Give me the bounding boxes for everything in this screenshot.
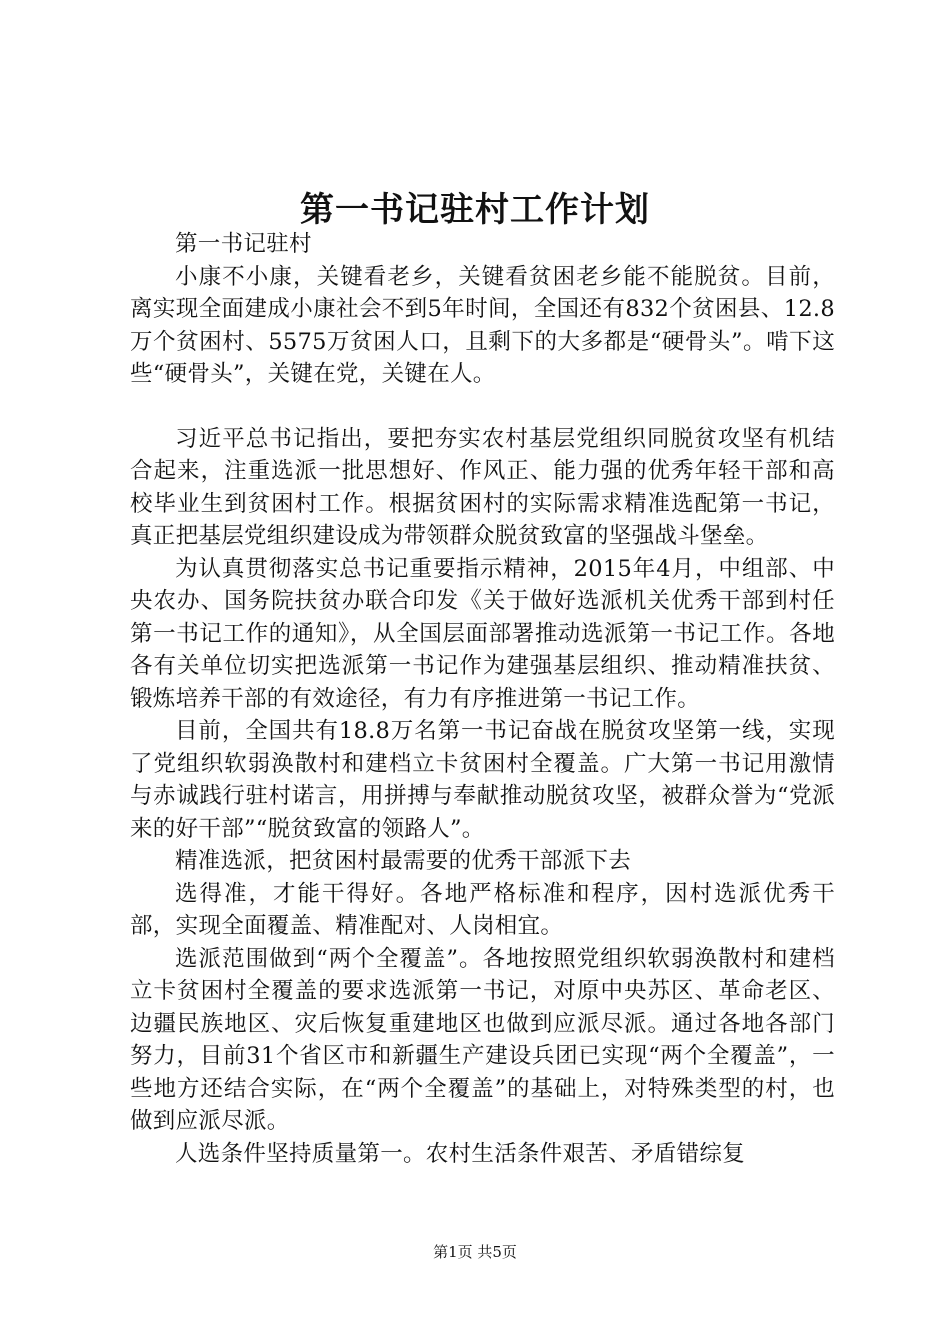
paragraph: 选得准，才能干得好。各地严格标准和程序，因村选派优秀干部，实现全面覆盖、精准配对、人岗相宜。 [130, 880, 835, 939]
paragraph: 为认真贯彻落实总书记重要指示精神，2015年4月，中组部、中央农办、国务院扶贫办联合印发《关于做好选派机关优秀干部到村任第一书记工作的通知》，从全国层面部署推动选派第一书记工作。各地各有关单位切实把选派第一书记作为建强基层组织、推动精准扶贫、锻炼培养干部的有效途径，有力有序推进第一书记工作。 [130, 555, 835, 712]
page-number-footer: 第1页 共5页 [433, 1243, 517, 1261]
paragraph: 人选条件坚持质量第一。农村生活条件艰苦、矛盾错综复 [175, 1140, 746, 1167]
paragraph-subheading: 精准选派，把贫困村最需要的优秀干部派下去 [175, 848, 632, 874]
paragraph-subheading: 第一书记驻村 [175, 231, 312, 257]
paragraph: 习近平总书记指出，要把夯实农村基层党组织同脱贫攻坚有机结合起来，注重选派一批思想好、作风正、能力强的优秀年轻干部和高校毕业生到贫困村工作。根据贫困村的实际需求精准选配第一书记，真正把基层党组织建设成为带领群众脱贫致富的坚强战斗堡垒。 [130, 425, 835, 549]
document-body [130, 228, 835, 1170]
document-title: 第一书记驻村工作计划 [300, 190, 650, 230]
paragraph: 目前，全国共有18.8万名第一书记奋战在脱贫攻坚第一线，实现了党组织软弱涣散村和建档立卡贫困村全覆盖。广大第一书记用激情与赤诚践行驻村诺言，用拼搏与奉献推动脱贫攻坚，被群众誉为“党派来的好干部”“脱贫致富的领路人”。 [130, 718, 835, 842]
paragraph: 选派范围做到“两个全覆盖”。各地按照党组织软弱涣散村和建档立卡贫困村全覆盖的要求选派第一书记，对原中央苏区、革命老区、边疆民族地区、灾后恢复重建地区也做到应派尽派。通过各地各部门努力，目前31个省区市和新疆生产建设兵团已实现“两个全覆盖”，一些地方还结合实际，在“两个全覆盖”的基础上，对特殊类型的村，也做到应派尽派。 [130, 945, 835, 1134]
paragraph: 小康不小康，关键看老乡，关键看贫困老乡能不能脱贫。目前，离实现全面建成小康社会不到5年时间，全国还有832个贫困县、12.8万个贫困村、5575万贫困人口，且剩下的大多都是“硬骨头”。啃下这些“硬骨头”，关键在党，关键在人。 [130, 263, 835, 387]
